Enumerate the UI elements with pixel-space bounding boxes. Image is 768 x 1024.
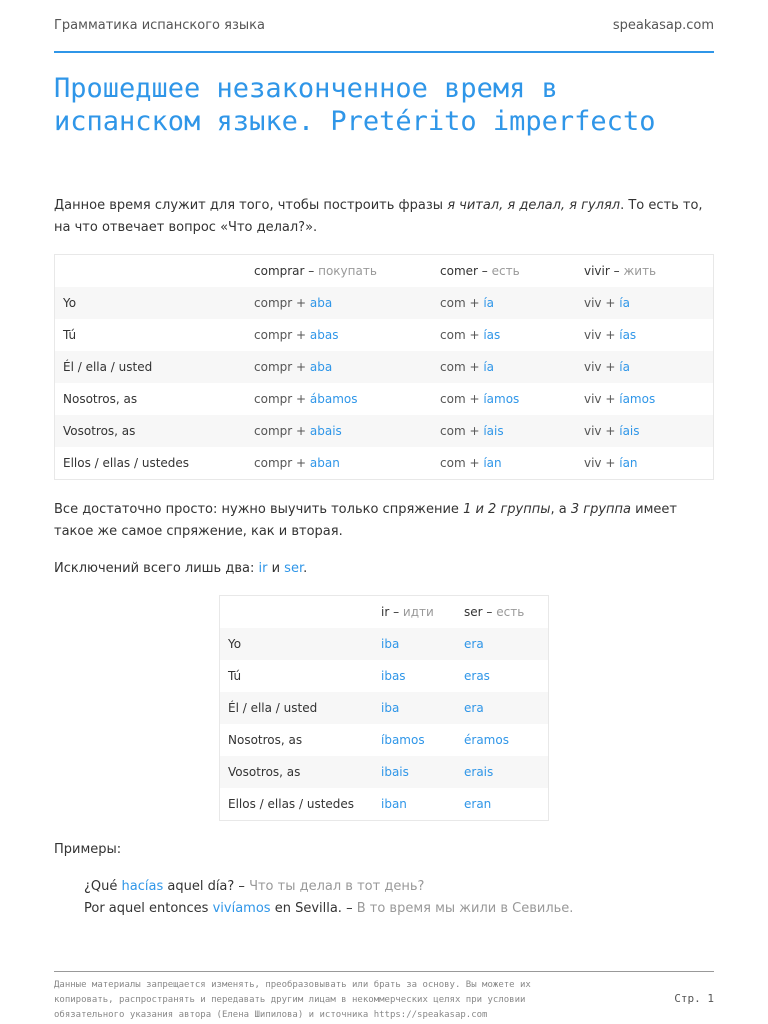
exceptions-paragraph: Исключений всего лишь два: ir и ser.	[54, 561, 308, 576]
table-row: Vosotros, as ibais erais	[220, 756, 549, 788]
header-ser: ser – есть	[464, 605, 525, 619]
table-row: Tú compr + abas com + ías viv + ías	[63, 328, 637, 342]
table-row: Yo compr + aba com + ía viv + ía	[55, 287, 714, 319]
table-row: Yo iba era	[220, 628, 549, 660]
table-header-row	[55, 255, 714, 288]
conjugation-table-regular	[54, 254, 714, 480]
header-comprar: comprar – покупать	[254, 264, 377, 278]
table-row: Tú ibas eras	[228, 669, 490, 683]
header-vivir: vivir – жить	[584, 264, 657, 278]
page-footer	[54, 971, 714, 1023]
page-title: Прошедшее незаконченное время в испанском языке. Pretérito imperfecto	[54, 73, 656, 137]
table-header-row	[220, 596, 549, 629]
examples-list	[84, 876, 573, 920]
page-header	[54, 0, 714, 53]
example-sentence: Por aquel entonces vivíamos en Sevilla. – В то время мы жили в Севилье.	[84, 901, 574, 916]
header-site-name: speakasap.com	[612, 18, 714, 33]
link-ser[interactable]: ser	[284, 561, 304, 576]
groups-paragraph: Все достаточно просто: нужно выучить только спряжение 1 и 2 группы, а 3 группа имеет такое же самое спряжение, как и вторая.	[54, 502, 677, 539]
conjugation-table-exceptions	[219, 595, 549, 821]
header-ir: ir – идти	[381, 605, 434, 619]
table-row: Ellos / ellas / ustedes compr + aban com + ían viv + ían	[63, 456, 638, 470]
table-row: Él / ella / usted compr + aba com + ía viv + ía	[55, 351, 714, 383]
table-row: Nosotros, as compr + ábamos com + íamos viv + íamos	[63, 392, 656, 406]
example-sentence: ¿Qué hacías aquel día? – Что ты делал в тот день?	[84, 879, 425, 894]
table-row: Él / ella / usted iba era	[220, 692, 549, 724]
page-number: Стр. 1	[674, 992, 714, 1005]
header-comer: comer – есть	[440, 264, 520, 278]
examples-label: Примеры:	[54, 842, 122, 857]
table-row: Ellos / ellas / ustedes iban eran	[228, 797, 492, 811]
copyright-notice: Данные материалы запрещается изменять, преобразовывать или брать за основу. Вы можете их копировать, распространять и передавать другим лицам в некоммерческих целях при условии обязательного указания автора (Елена Шипилова) и источника https://speakasap.com	[54, 980, 531, 1020]
table-row: Vosotros, as compr + abais com + íais viv + íais	[55, 415, 714, 447]
intro-examples: я читал, я делал, я гулял	[447, 198, 621, 213]
intro-paragraph: Данное время служит для того, чтобы построить фразы я читал, я делал, я гулял. То есть то, на что отвечает вопрос «Что делал?».	[54, 198, 703, 235]
link-ir[interactable]: ir	[258, 561, 268, 576]
header-section-title: Грамматика испанского языка	[54, 18, 265, 33]
table-row: Nosotros, as íbamos éramos	[228, 733, 509, 747]
